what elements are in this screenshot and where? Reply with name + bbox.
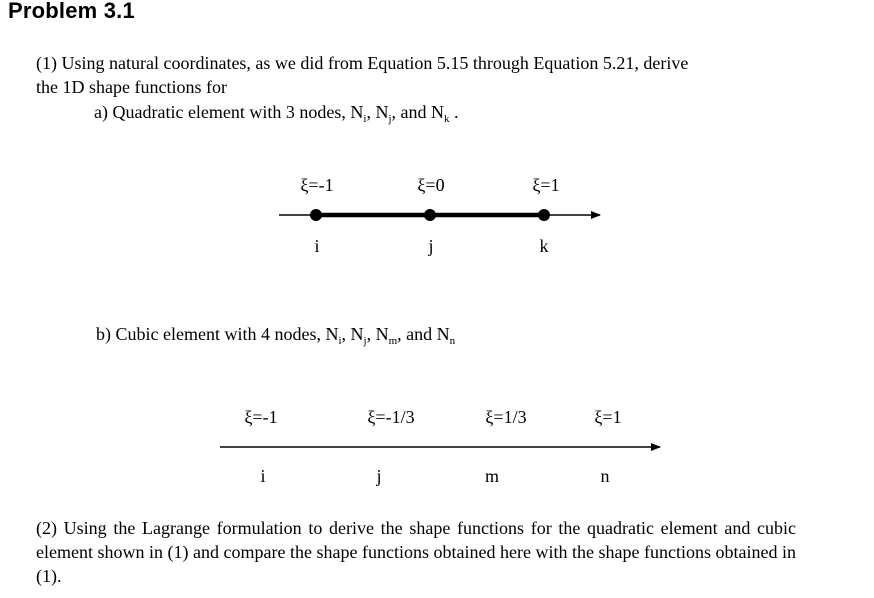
cubic-node-label: j: [376, 466, 382, 486]
quadratic-xi-label: ξ=0: [417, 175, 445, 195]
part-b-sep: ,: [366, 324, 372, 344]
part-b-sub-m: m: [388, 335, 398, 347]
quadratic-node-i: [310, 209, 322, 221]
quadratic-xi-label: ξ=1: [532, 175, 560, 195]
part-a-sub-i: i: [363, 113, 367, 125]
part-b-n-symbol: N: [325, 324, 339, 344]
part-b-sub-j: j: [363, 335, 367, 347]
quadratic-element-diagram: [279, 175, 600, 256]
part-b-n-symbol: N: [375, 324, 389, 344]
cubic-node-label: i: [260, 466, 266, 486]
quadratic-node-label: i: [314, 236, 320, 256]
quadratic-node-j: [424, 209, 436, 221]
cubic-node-label: m: [484, 466, 500, 486]
part-a-end: .: [454, 102, 459, 122]
quadratic-node-label: j: [428, 236, 434, 256]
problem-title: Problem 3.1: [8, 0, 135, 23]
part-a-n-symbol: N: [375, 102, 389, 122]
cubic-xi-label: ξ=1: [594, 407, 622, 427]
part-a-sub-j: j: [388, 113, 392, 125]
part-b-n-symbol: N: [350, 324, 364, 344]
quadratic-node-k: [538, 209, 550, 221]
cubic-node-label: n: [600, 466, 610, 486]
part-a-prefix: a) Quadratic element with 3 nodes,: [94, 102, 346, 122]
part2-instructions: (2) Using the Lagrange formulation to derive the shape functions for the quadratic element and cubic element shown in (1) and compare the shape functions obtained here with the shape functions obtained in (1).: [36, 518, 796, 586]
cubic-xi-label: ξ=-1/3: [367, 407, 415, 427]
part-b-sub-n: n: [449, 335, 456, 347]
part-b-sep: , and: [397, 324, 433, 344]
part-b-n-symbol: N: [436, 324, 450, 344]
part-b-sep: ,: [341, 324, 347, 344]
quadratic-node-label: k: [539, 236, 549, 256]
part-a-n-symbol: N: [431, 102, 445, 122]
part-a-sep: , and: [391, 102, 427, 122]
part1-line1: (1) Using natural coordinates, as we did from Equation 5.15 through Equation 5.21, derive: [36, 53, 689, 73]
part-a-sub-k: k: [444, 113, 450, 125]
part-b-prefix: b) Cubic element with 4 nodes,: [96, 324, 321, 344]
part-a-sep: ,: [366, 102, 371, 122]
cubic-xi-label: ξ=1/3: [485, 407, 527, 427]
cubic-xi-label: ξ=-1: [244, 407, 278, 427]
quadratic-xi-label: ξ=-1: [300, 175, 334, 195]
part1-line2: the 1D shape functions for: [36, 77, 227, 97]
part-a-n-symbol: N: [350, 102, 364, 122]
cubic-element-diagram: [220, 407, 660, 486]
part-b-sub-i: i: [338, 335, 342, 347]
